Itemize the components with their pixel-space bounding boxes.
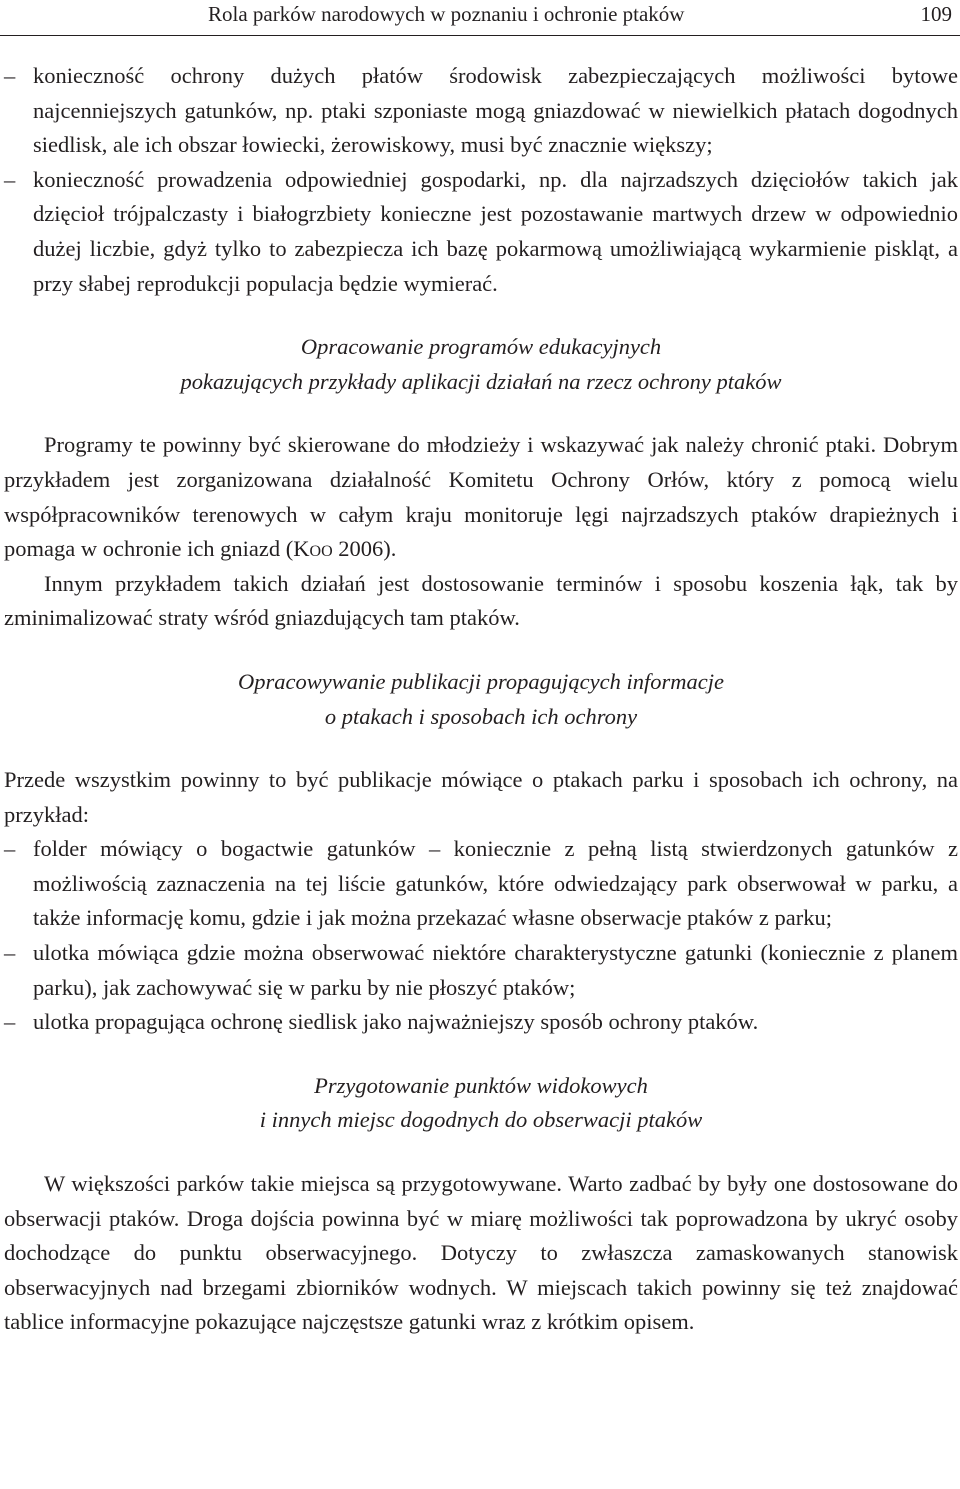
heading-line: i innych miejsc dogodnych do obserwacji ptaków — [259, 1107, 703, 1133]
list-item — [4, 832, 958, 936]
list-item-text: ulotka propagująca ochronę siedlisk jako najważniejszy sposób ochrony ptaków. — [33, 1009, 759, 1035]
running-title: Rola parków narodowych w poznaniu i ochronie ptaków — [208, 2, 685, 26]
paragraph: W większości parków takie miejsca są przygotowywane. Warto zadbać by były one dostosowane do obserwacji ptaków. Droga dojścia powinna być w miarę możliwości tak poprowadzona by ukryć osoby dochodzące do punktu obserwacyjnego. Dotyczy to zwłaszcza zamaskowanych stanowisk obserwacyjnych nad brzegami zbiorników wodnych. W miejscach takich powinny się też znajdować tablice informacyjne pokazujące najczęstsze gatunki wraz z krótkim opisem. — [4, 1171, 958, 1335]
page-body — [4, 59, 958, 1340]
paragraph-text: 2006). — [332, 536, 397, 562]
list-item-text: konieczność ochrony dużych płatów środowisk zabezpieczających możliwości bytowe najcenniejszych gatunków, np. ptaki szponiaste mogą gniazdować w niewielkich płatach dogodnych siedlisk, ale ich obszar łowiecki, żerowiskowy, musi być znacznie większy; — [33, 63, 958, 158]
list-item — [4, 163, 958, 301]
section-heading-publications — [4, 665, 958, 734]
paragraph: Przede wszystkim powinny to być publikacje mówiące o ptakach parku i sposobach ich ochrony, na przykład: — [4, 767, 958, 827]
heading-line: Opracowanie programów edukacyjnych — [300, 334, 662, 360]
heading-line: Opracowywanie publikacji propagujących informacje — [238, 668, 724, 694]
publications-dash-list — [4, 832, 958, 1040]
list-item — [4, 59, 958, 163]
list-item-text: folder mówiący o bogactwie gatunków – koniecznie z pełną listą stwierdzonych gatunków z możliwością zaznaczenia na tej liście gatunków, które odwiedzający park obserwował w parku, a także informację komu, gdzie i jak można przekazać własne obserwacje ptaków z parku; — [33, 836, 958, 931]
section-heading-viewpoints — [4, 1069, 958, 1138]
dash-marker: – — [4, 940, 16, 966]
intro-dash-list — [4, 59, 958, 301]
dash-marker: – — [4, 63, 16, 88]
list-item-text: konieczność prowadzenia odpowiedniej gospodarki, np. dla najrzadszych dzięciołów takich jak dzięcioł trójpalczasty i białogrzbiety konieczne jest pozostawanie martwych drzew w odpowiednio dużej liczbie, gdyż tylko to zabezpiecza ich bazę pokarmową umożliwiającą wykarmienie piskląt, a przy słabej reprodukcji populacja będzie wymierać. — [33, 166, 958, 296]
dash-marker: – — [4, 836, 16, 862]
dash-marker: – — [4, 166, 16, 192]
paragraph-text: Programy te powinny być skierowane do młodzieży i wskazywać jak należy chronić ptaki. Dobrym przykładem jest zorganizowana działalność Komitetu Ochrony Orłów, który z pomocą wielu współpracowników terenowych w całym kraju monitoruje lęgi najrzadszych ptaków drapieżnych i pomaga w ochronie ich gniazd ( — [4, 432, 958, 562]
section-heading-education — [4, 330, 958, 399]
running-header — [0, 0, 960, 36]
heading-line: Przygotowanie punktów widokowych — [314, 1072, 648, 1098]
paragraph — [4, 428, 958, 566]
list-item — [4, 936, 958, 1005]
list-item-text: ulotka mówiąca gdzie można obserwować niektóre charakterystyczne gatunki (koniecznie z planem parku), jak zachowywać się w parku by nie płoszyć ptaków; — [33, 940, 958, 1000]
heading-line: pokazujących przykłady aplikacji działań na rzecz ochrony ptaków — [180, 368, 782, 394]
citation-author: Koo — [293, 536, 333, 562]
heading-line: o ptakach i sposobach ich ochrony — [324, 703, 638, 729]
paragraph: Innym przykładem takich działań jest dostosowanie terminów i sposobu koszenia łąk, tak by zminimalizować straty wśród gniazdujących tam ptaków. — [4, 570, 958, 631]
list-item — [4, 1005, 958, 1040]
page-number: 109 — [920, 2, 952, 26]
dash-marker: – — [4, 1009, 16, 1035]
